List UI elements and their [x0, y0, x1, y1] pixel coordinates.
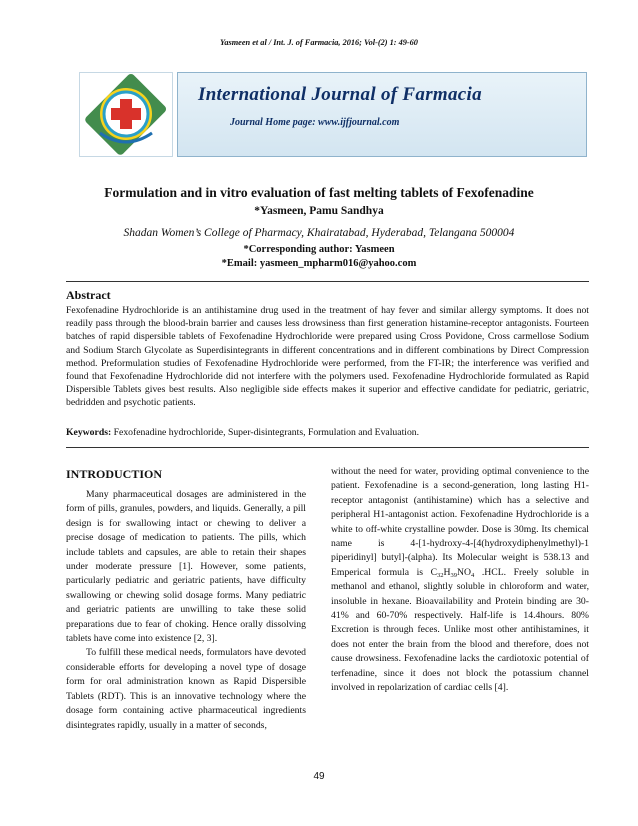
abstract-text: Fexofenadine Hydrochloride is an antihistamine drug used in the treatment of hay fever and similar allergy symptoms. It does not readily pass through the blood-brain barrier and causes less drowsiness than first generation histamine-receptor antagonists. Fourteen batches of rapid dispersible tablets of Fexofenadine Hydrochloride were prepared using Cross Povidone, Cross carmellose Sodium and Sodium Starch Glycolate as Superdisintegrants in different concentrations and in different combinations by Direct Compression method. Preformulation studies of Fexofenadine Hydrochloride were performed, from the FT-IR; the interference was verified and found that Fexofenadine Hydrochloride did not interfere with the polymers used. Fexofenadine Hydrochloride formulated as Rapid Dispersible Tablets gives best results. Also negligible side effects makes it superior and effective candidate for pediatric, geriatric, bedridden and psychotic patients. — [66, 305, 589, 409]
journal-title-box — [177, 72, 587, 157]
formula-o-count: 4 — [471, 571, 475, 579]
intro-paragraph-3 — [331, 465, 589, 696]
introduction-heading: INTRODUCTION — [66, 467, 163, 481]
journal-home-link[interactable]: Journal Home page: www.ijfjournal.com — [230, 117, 400, 128]
intro-paragraph-2: To fulfill these medical needs, formulators have devoted considerable efforts for developing a novel type of dosage form for oral administration known as Rapid Dispersible Tablets (RDT). This is an innovative technology where the dosage form containing active pharmaceutical ingredients disintegrates rapidly, usually in a matter of seconds, — [66, 647, 306, 731]
medical-cross-logo-icon — [80, 73, 172, 156]
divider-bottom — [66, 447, 589, 448]
keywords — [66, 426, 589, 439]
journal-logo — [79, 72, 173, 157]
paper-affiliation: Shadan Women’s College of Pharmacy, Khairatabad, Hyderabad, Telangana 500004 — [123, 227, 515, 239]
keywords-label: Keywords: — [66, 427, 112, 438]
keywords-text: Fexofenadine hydrochloride, Super-disintegrants, Formulation and Evaluation. — [111, 427, 420, 438]
corresponding-author: *Corresponding author: Yasmeen — [243, 244, 395, 255]
paper-title: Formulation and in vitro evaluation of fast melting tablets of Fexofenadine — [104, 185, 534, 200]
intro-p3-part-a: without the need for water, providing optimal convenience to the patient. Fexofenadine is a second-generation, long lasting H1-receptor antagonist (antihistamine) which has a selective and peripheral H1-antagonist action. Fexofenadine Hydrochloride is a white to off-white crystalline powder. Dose is 30mg. Its chemical name is 4-[1-hydroxy-4-[4(hydroxydiphenylmethyl)-1 piperidinyl] butyl]-(alpha). Its Molecular weight is 538.13 and Emperical formula is C — [331, 466, 589, 578]
intro-left-column — [66, 488, 306, 733]
formula-h-label: H — [443, 566, 451, 578]
abstract-heading: Abstract — [66, 288, 111, 302]
running-head: Yasmeen et al / Int. J. of Farmacia, 2016; Vol-(2) 1: 49-60 — [220, 38, 418, 47]
intro-right-column — [331, 465, 589, 696]
divider-top — [66, 281, 589, 282]
intro-paragraph-1: Many pharmaceutical dosages are administered in the form of pills, granules, powders, and liquids. Generally, a pill design is for swallowing intact or chewing to deliver a precise dosage of medication to patients. The pills, which include tablets and capsules, are able to retain their shapes under moderate pressure [1]. However, some patients, particularly pediatric and geriatric patients, have difficulty swallowing or chewing solid dosage forms. Many pediatric and geriatric patients are unwilling to take these solid preparations due to fear of choking. Hence orally dissolving tablets have come into existence [2, 3]. — [66, 489, 306, 645]
paper-authors: *Yasmeen, Pamu Sandhya — [254, 205, 384, 217]
formula-c-count: 32 — [437, 571, 444, 579]
corresponding-email: *Email: yasmeen_mpharm016@yahoo.com — [221, 258, 417, 269]
journal-name: International Journal of Farmacia — [198, 84, 482, 105]
formula-h-count: 39 — [450, 571, 458, 579]
journal-banner — [79, 72, 587, 157]
intro-p3-part-b: .HCL. Freely soluble in methanol and ethanol, slightly soluble in chloroform and water, insoluble in hexane. Bioavailability and Protein binding are 30-41% and 60-70% respectively. Half-life is 14.4hours. 80% Excretion is through feces. Unlike most other antihistamines, it does not enter the brain from the blood and therefore, does not cause drowsiness. Fexofenadine lacks the cardiotoxic potential of terfenadine, since it does not block the potassium channel involved in repolarization of cardiac cells [4]. — [331, 566, 589, 694]
formula-no-label: NO — [457, 566, 472, 578]
page-number: 49 — [313, 771, 325, 782]
